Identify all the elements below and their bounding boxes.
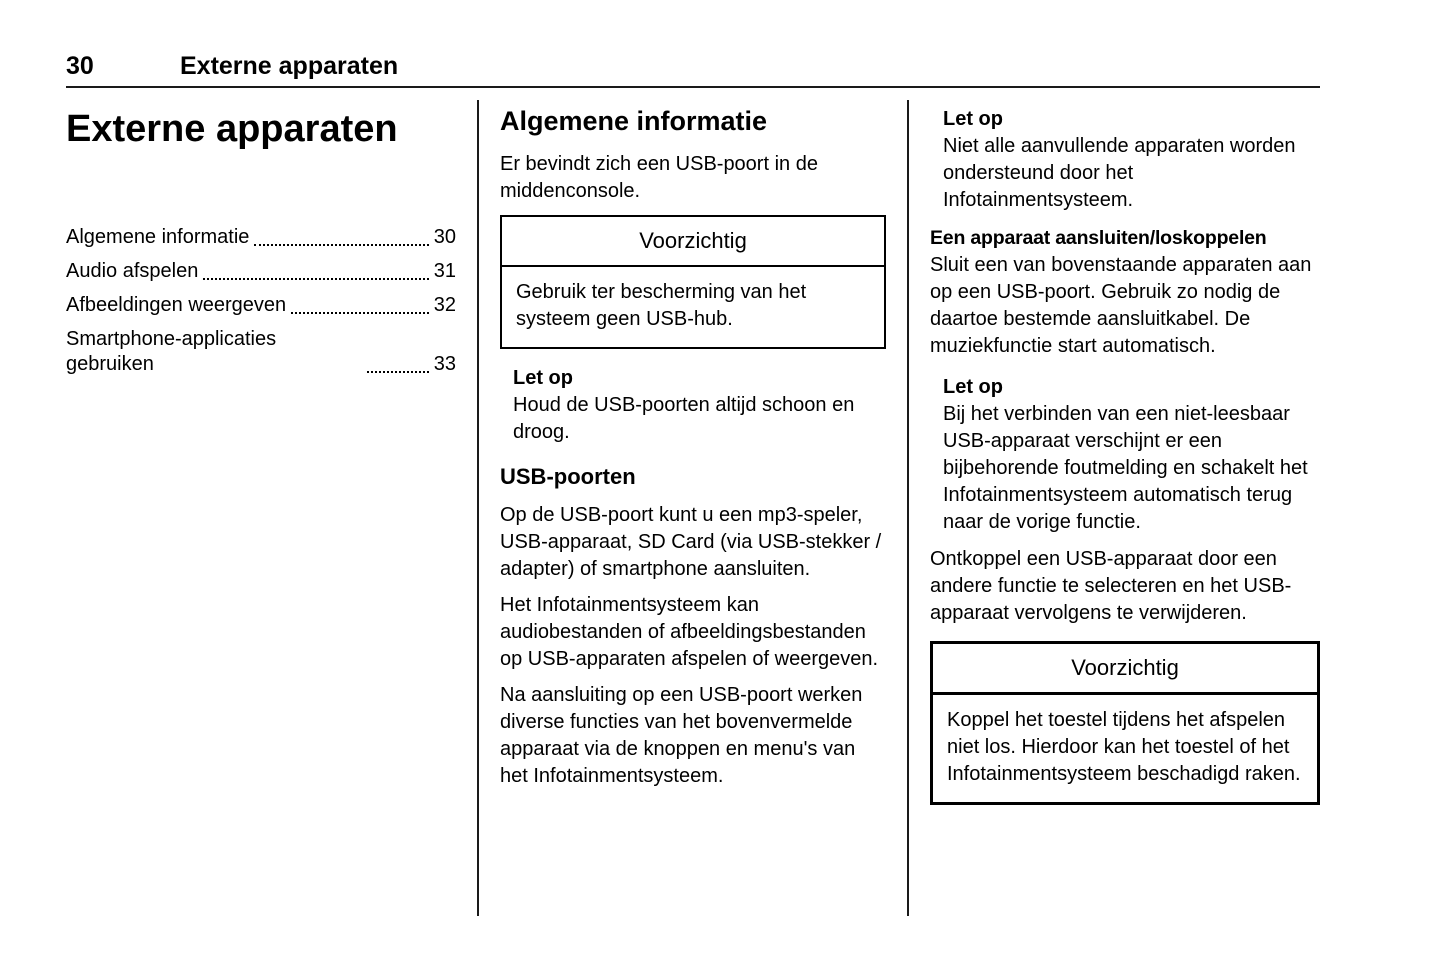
toc-entry-smartphone-applicaties: [66, 327, 456, 377]
paragraph: Na aansluiting op een USB-poort werken diverse functies van het bovenvermelde apparaat via de knoppen en menu's van het Infotainmentsysteem.: [500, 684, 863, 787]
page-number: 30: [66, 52, 94, 80]
toc-entry-label: Audio afspelen: [66, 260, 199, 282]
caution-box-title: Voorzichtig: [933, 644, 1317, 695]
toc-entry-page: 33: [433, 353, 456, 375]
note-block: [500, 365, 886, 446]
toc-entry-algemene-informatie: [66, 225, 456, 250]
header-rule: [66, 86, 1320, 88]
section-title: Algemene informatie: [500, 106, 768, 136]
toc-entry-page: 32: [433, 294, 456, 316]
subsection-title-apparaat-aansluiten: Een apparaat aansluiten/loskoppelen: [930, 227, 1267, 249]
toc-entry-label: Afbeeldingen weergeven: [66, 294, 287, 316]
toc-entry-page: 31: [433, 260, 456, 282]
page-header: [66, 52, 398, 81]
right-column: [930, 100, 1320, 916]
note-label: Let op: [943, 108, 1003, 130]
caution-box-body: Gebruik ter bescherming van het systeem geen USB-hub.: [516, 281, 807, 330]
toc-leader-dots: [367, 371, 429, 373]
running-title: Externe apparaten: [180, 52, 399, 80]
note-label: Let op: [943, 376, 1003, 398]
toc-leader-dots: [291, 312, 429, 314]
note-block: [930, 106, 1320, 214]
content-columns: [66, 100, 1320, 916]
toc-entry-afbeeldingen-weergeven: [66, 293, 456, 318]
toc-leader-dots: [254, 244, 428, 246]
caution-box: [930, 641, 1320, 805]
caution-box-title: Voorzichtig: [502, 217, 884, 267]
table-of-contents: [66, 225, 456, 377]
chapter-title: Externe apparaten: [66, 108, 398, 150]
paragraph-intro: Er bevindt zich een USB-poort in de middenconsole.: [500, 153, 818, 202]
caution-box-body: Koppel het toestel tijdens het afspelen niet los. Hierdoor kan het toestel of het Infotainmentsysteem beschadigd raken.: [947, 709, 1301, 785]
caution-box: [500, 215, 886, 349]
middle-column: [500, 100, 886, 916]
paragraph: Sluit een van bovenstaande apparaten aan op een USB-poort. Gebruik zo nodig de daartoe bestemde aansluitkabel. De muziekfunctie start automatisch.: [930, 254, 1312, 357]
toc-leader-dots: [203, 278, 428, 280]
note-body: Bij het verbinden van een niet-leesbaar USB-apparaat verschijnt er een bijbehorende foutmelding en schakelt het Infotainmentsysteem automatisch terug naar de vorige functie.: [943, 403, 1308, 533]
toc-entry-label: Algemene informatie: [66, 226, 250, 248]
toc-entry-page: 30: [433, 226, 456, 248]
paragraph: Op de USB-poort kunt u een mp3-speler, USB-apparaat, SD Card (via USB-stekker / adapter) of smartphone aansluiten.: [500, 504, 882, 580]
left-column: [66, 100, 456, 916]
subsection-title-usb-poorten: USB-poorten: [500, 464, 636, 489]
paragraph: Ontkoppel een USB-apparaat door een andere functie te selecteren en het USB-apparaat vervolgens te verwijderen.: [930, 548, 1292, 624]
toc-entry-audio-afspelen: [66, 259, 456, 284]
column-divider: [477, 100, 479, 916]
note-body: Houd de USB-poorten altijd schoon en droog.: [513, 394, 855, 443]
note-block: [930, 374, 1320, 536]
column-divider: [907, 100, 909, 916]
toc-entry-label: Smartphone-applicaties gebruiken: [66, 328, 277, 375]
note-label: Let op: [513, 367, 573, 389]
note-body: Niet alle aanvullende apparaten worden ondersteund door het Infotainmentsysteem.: [943, 135, 1296, 211]
paragraph: Het Infotainmentsysteem kan audiobestanden of afbeeldingsbestanden op USB-apparaten afspelen of weergeven.: [500, 594, 879, 670]
